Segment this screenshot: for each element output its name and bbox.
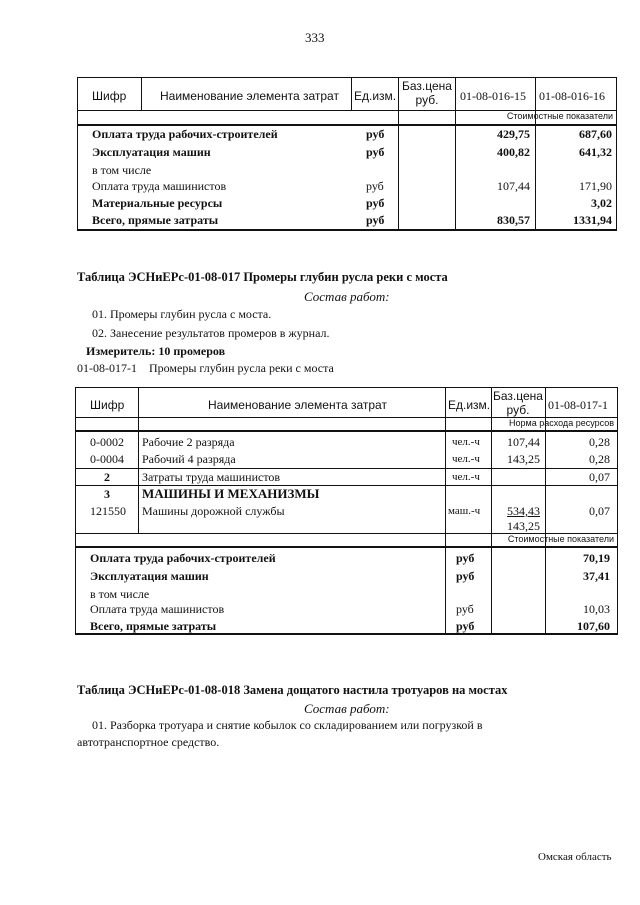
row-name: Оплата труда рабочих-строителей [92,127,278,141]
row-value-1: 429,75 [497,127,530,141]
header-name: Наименование элемента затрат [208,398,387,412]
section-subtitle: Состав работ: [304,701,390,716]
row-value-2: 1331,94 [573,213,612,227]
header-col2: 01-08-016-16 [539,89,605,103]
row-code: 0-0004 [90,452,124,466]
row-value-1: 107,44 [497,179,530,193]
work-item: 01. Разборка тротуара и снятие кобылок со складированием или погрузкой в [92,718,483,732]
code-line: 01-08-017-1 Промеры глубин русла реки с моста [77,361,334,375]
row-unit: руб [366,179,384,193]
header-name: Наименование элемента затрат [160,89,339,103]
row-unit: чел.-ч [452,471,480,483]
header-base-price: Баз.цена руб. [402,79,452,107]
row-price: 534,43 [507,504,540,518]
cost-row-value: 70,19 [583,551,610,565]
header-code: Шифр [90,398,125,412]
row-value-2: 3,02 [591,196,612,210]
row-price: 107,44 [507,435,540,449]
footer-region: Омская область [538,851,612,863]
row-name: Эксплуатация машин [92,145,211,159]
section-title: Таблица ЭСНиЕРс-01-08-017 Промеры глубин русла реки с моста [77,270,448,284]
cost-row-unit: руб [456,551,475,565]
measure-unit: Измеритель: 10 промеров [86,344,226,358]
row-value: 0,07 [589,504,610,518]
page-number: 333 [305,30,325,45]
row-unit: чел.-ч [452,453,480,465]
row-code: 2 [104,470,110,484]
row-name: Всего, прямые затраты [92,213,219,227]
row-name: в том числе [92,163,152,177]
header-col1: 01-08-017-1 [548,398,608,412]
row-name: МАШИНЫ И МЕХАНИЗМЫ [142,486,320,501]
cost-row-name: Оплата труда рабочих-строителей [90,551,276,565]
cost-row-unit: руб [456,619,475,633]
cost-row-name: Эксплуатация машин [90,569,209,583]
row-name: Оплата труда машинистов [92,179,227,193]
section-label: Стоимостные показатели [507,534,614,544]
cost-row-name: Оплата труда машинистов [90,602,225,616]
cost-row-value: 37,41 [583,569,610,583]
cost-row-unit: руб [456,569,475,583]
row-name: Рабочие 2 разряда [142,435,235,449]
row-value-2: 687,60 [579,127,612,141]
row-unit: руб [366,213,385,227]
work-item: 01. Промеры глубин русла с моста. [92,307,272,321]
row-code: 121550 [90,504,126,518]
cost-row-name: Всего, прямые затраты [90,619,217,633]
cost-row-unit: руб [456,602,474,616]
row-code: 3 [104,487,110,501]
header-unit: Ед.изм. [448,398,491,412]
header-base-price: Баз.цена руб. [493,389,543,417]
row-code: 0-0002 [90,435,124,449]
row-name: Машины дорожной службы [142,504,285,518]
section-label: Стоимостные показатели [506,111,613,121]
cost-row-value: 107,60 [577,619,610,633]
section-subtitle: Состав работ: [304,289,390,304]
row-unit: маш.-ч [448,505,481,517]
header-unit: Ед.изм. [354,89,397,103]
row-unit: чел.-ч [452,436,480,448]
row-name: Материальные ресурсы [92,196,223,210]
row-value-1: 830,57 [497,213,530,227]
row-price-secondary: 143,25 [507,519,540,533]
row-name: Рабочий 4 разряда [142,452,236,466]
row-value-1: 400,82 [497,145,530,159]
header-col1: 01-08-016-15 [460,89,526,103]
row-unit: руб [366,196,385,210]
section-title: Таблица ЭСНиЕРс-01-08-018 Замена дощатого настила тротуаров на мостах [77,683,508,697]
cost-row-value: 10,03 [583,602,610,616]
row-value: 0,07 [589,470,610,484]
header-code: Шифр [92,89,127,103]
row-name: Затраты труда машинистов [142,470,281,484]
row-price: 143,25 [507,452,540,466]
row-value: 0,28 [589,452,610,466]
row-unit: руб [366,145,385,159]
row-value-2: 171,90 [579,179,612,193]
work-item: 02. Занесение результатов промеров в журнал. [92,326,330,340]
row-value-2: 641,32 [579,145,612,159]
norm-label: Норма расхода ресурсов [509,418,614,428]
row-value: 0,28 [589,435,610,449]
cost-row-name: в том числе [90,587,150,601]
row-unit: руб [366,127,385,141]
work-item-continued: автотранспортное средство. [77,735,220,749]
